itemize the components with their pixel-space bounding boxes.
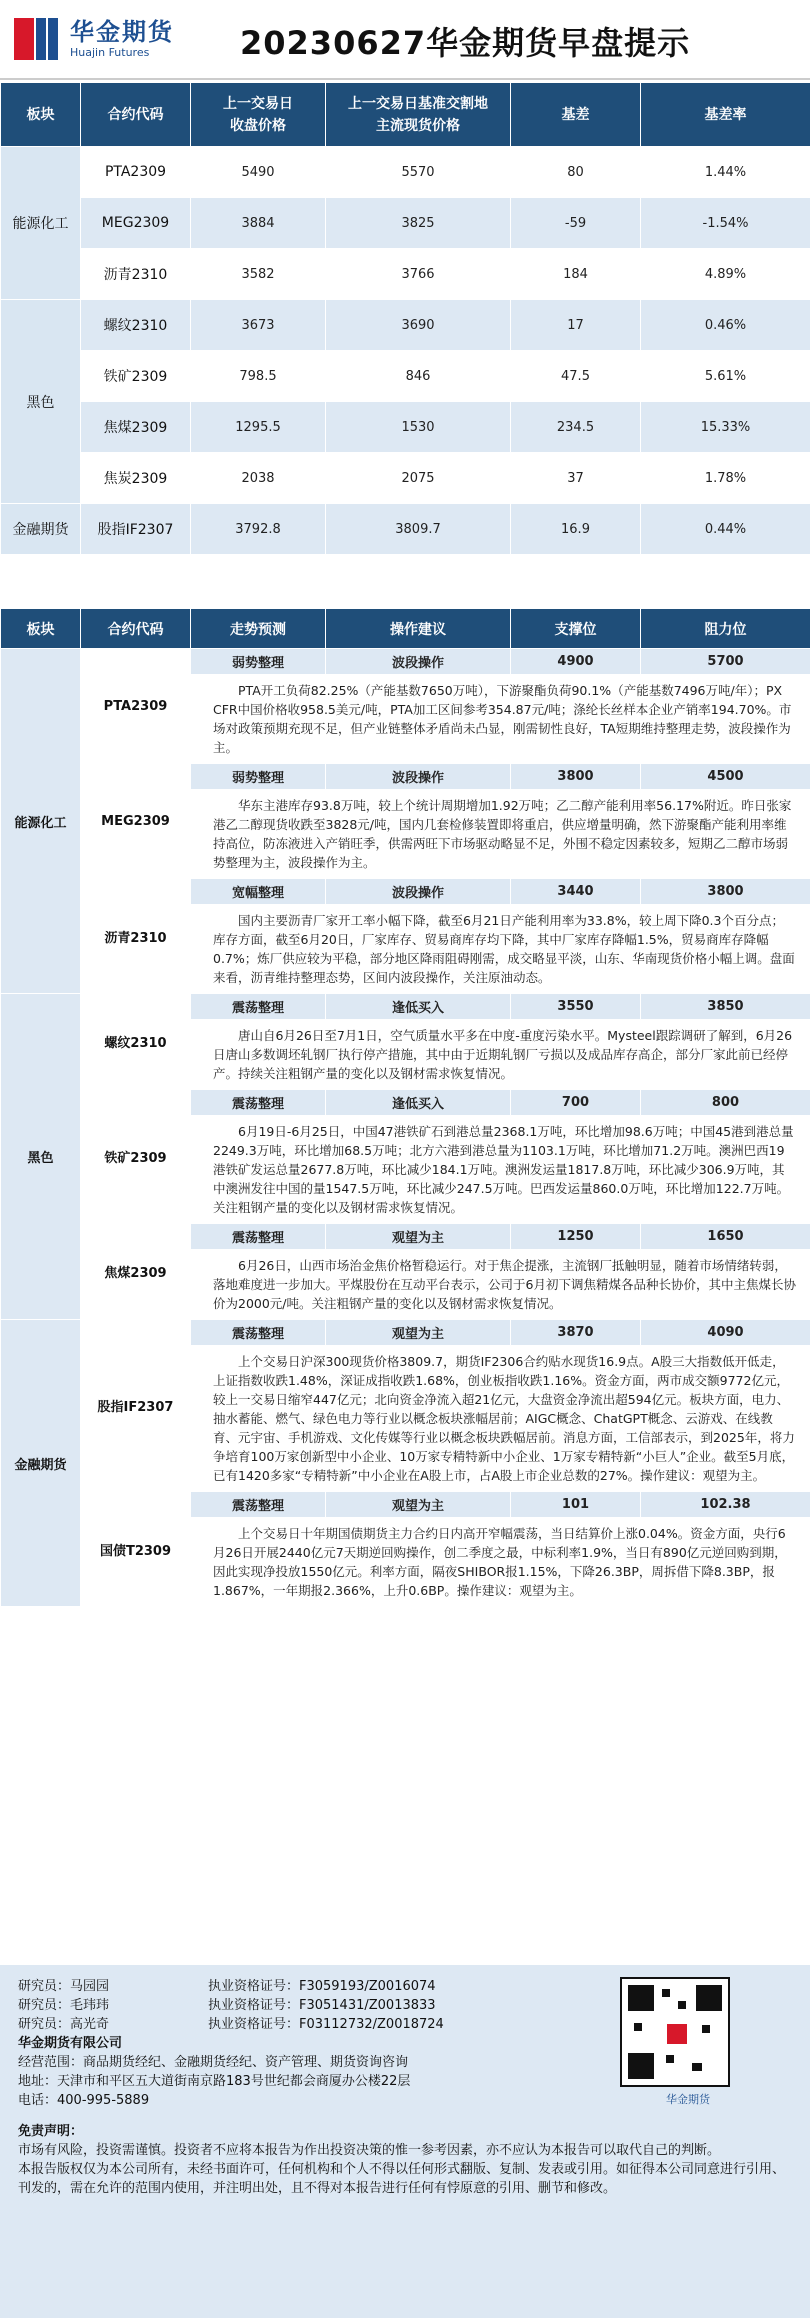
contract-code: 沥青2310 <box>81 249 191 300</box>
logo-name-cn: 华金期货 <box>70 18 174 46</box>
contract-code: 国债T2309 <box>81 1492 191 1607</box>
basis-cell: 2075 <box>326 453 511 504</box>
logo-name-en: Huajin Futures <box>70 46 150 59</box>
strategy-advice: 观望为主 <box>326 1224 511 1250</box>
basis-row <box>1 249 810 300</box>
analysis-text: 6月19日-6月25日，中国47港铁矿石到港总量2368.1万吨，环比增加98.6万吨；中国45港到港总量2249.3万吨，环比增加68.5万吨；北方六港到港总量为1103.1万吨，环比增加71.2万吨。澳洲巴西19港铁矿发运总量2677.8万吨，环比减少184.1万吨。澳洲发运量1817.8万吨，环比减少306.9万吨，其中澳洲发往中国的量1547.5万吨，环比减少247.5万吨。巴西发运量860.0万吨，环比增加122.7万吨。关注粗钢产量的变化以及钢材需求恢复情况。 <box>191 1116 810 1224</box>
strategy-support: 3870 <box>511 1320 641 1346</box>
basis-cell: 3673 <box>191 300 326 351</box>
basis-header-2: 上一交易日 收盘价格 <box>191 83 326 147</box>
basis-header-5: 基差率 <box>641 83 810 147</box>
strategy-resist: 5700 <box>641 649 810 675</box>
contract-code: 股指IF2307 <box>81 1320 191 1492</box>
strategy-header-1: 合约代码 <box>81 609 191 649</box>
basis-cell: 0.46% <box>641 300 810 351</box>
sector-label: 金融期货 <box>1 1320 81 1607</box>
strategy-row <box>1 1090 810 1116</box>
basis-cell: 5.61% <box>641 351 810 402</box>
page-title: 20230627华金期货早盘提示 <box>240 24 691 62</box>
contract-code: 焦煤2309 <box>81 1224 191 1320</box>
strategy-resist: 800 <box>641 1090 810 1116</box>
logo-icon <box>14 14 64 64</box>
contract-code: 螺纹2310 <box>81 300 191 351</box>
strategy-resist: 3850 <box>641 994 810 1020</box>
strategy-resist: 3800 <box>641 879 810 905</box>
basis-cell: 4.89% <box>641 249 810 300</box>
contract-code: 铁矿2309 <box>81 1090 191 1224</box>
contract-code: MEG2309 <box>81 198 191 249</box>
strategy-trend: 震荡整理 <box>191 994 326 1020</box>
contract-code: 焦煤2309 <box>81 402 191 453</box>
strategy-trend: 震荡整理 <box>191 1224 326 1250</box>
strategy-resist: 1650 <box>641 1224 810 1250</box>
basis-row <box>1 504 810 555</box>
basis-cell: 0.44% <box>641 504 810 555</box>
basis-cell: 3690 <box>326 300 511 351</box>
researcher-cert: 执业资格证号：F03112732/Z0018724 <box>208 2017 444 2032</box>
strategy-resist: 102.38 <box>641 1492 810 1518</box>
strategy-header-5: 阻力位 <box>641 609 810 649</box>
qr-code-icon <box>620 1977 730 2087</box>
sector-label: 金融期货 <box>1 504 81 555</box>
contract-code: 螺纹2310 <box>81 994 191 1090</box>
basis-row <box>1 402 810 453</box>
researcher-cert: 执业资格证号：F3051431/Z0013833 <box>208 1998 436 2013</box>
sector-label: 黑色 <box>1 994 81 1320</box>
qr-label: 华金期货 <box>666 2093 710 2106</box>
analysis-text: PTA开工负荷82.25%（产能基数7650万吨），下游聚酯负荷90.1%（产能基数7496万吨/年）；PX CFR中国价格收958.5美元/吨，PTA加工区间参考354.87元/吨；涤纶长丝样本企业产销率194.70%。市场对政策预期充现不足，但产业链整体矛盾尚未凸显，刚需韧性良好，TA短期维持整理走势，波段操作为主。 <box>191 675 810 764</box>
basis-header-4: 基差 <box>511 83 641 147</box>
basis-cell: 3825 <box>326 198 511 249</box>
basis-header-1: 合约代码 <box>81 83 191 147</box>
strategy-trend: 震荡整理 <box>191 1320 326 1346</box>
basis-cell: 3582 <box>191 249 326 300</box>
strategy-trend: 震荡整理 <box>191 1090 326 1116</box>
strategy-row <box>1 649 810 675</box>
contract-code: MEG2309 <box>81 764 191 879</box>
strategy-header-2: 走势预测 <box>191 609 326 649</box>
strategy-support: 3440 <box>511 879 641 905</box>
strategy-advice: 逢低买入 <box>326 994 511 1020</box>
strategy-advice: 观望为主 <box>326 1320 511 1346</box>
analysis-text: 6月26日，山西市场治金焦价格暂稳运行。对于焦企提涨，主流钢厂抵触明显，随着市场情绪转弱，落地难度进一步加大。平煤股份在互动平台表示，公司于6月初下调焦精煤各品种长协价，其中主焦煤长协价为2000元/吨。关注粗钢产量的变化以及钢材需求恢复情况。 <box>191 1250 810 1320</box>
basis-cell: 184 <box>511 249 641 300</box>
basis-row <box>1 147 810 198</box>
basis-cell: 2038 <box>191 453 326 504</box>
business-scope: 经营范围：商品期货经纪、金融期货经纪、资产管理、期货资询咨询 <box>18 2055 409 2070</box>
basis-row <box>1 453 810 504</box>
basis-table <box>0 82 810 555</box>
sector-label: 能源化工 <box>1 649 81 994</box>
company-phone: 电话：400-995-5889 <box>18 2093 150 2108</box>
disclaimer-copyright: 本报告版权仅为本公司所有，未经书面许可，任何机构和个人不得以任何形式翻版、复制、发表或引用。如征得本公司同意进行引用、刊发的，需在允许的范围内使用，并注明出处，且不得对本报告进行任何有悖原意的引用、删节和修改。 <box>18 2162 786 2196</box>
analysis-text: 上个交易日十年期国债期货主力合约日内高开窄幅震荡，当日结算价上涨0.04%。资金方面，央行6月26日开展2440亿元7天期逆回购操作，创二季度之最，中标利率1.9%，当日有890亿元逆回购到期，因此实现净投放1550亿元。利率方面，隔夜SHIBOR报1.15%，下降26.3BP，周拆借下降8.3BP，报1.867%，一年期报2.366%，上升0.6BP。操作建议：观望为主。 <box>191 1518 810 1607</box>
analysis-text: 上个交易日沪深300现货价格3809.7，期货IF2306合约贴水现货16.9点。A股三大指数低开低走，上证指数收跌1.48%，深证成指收跌1.68%，创业板指收跌1.16%。资金方面，两市成交额9772亿元，较上一交易日缩窄447亿元；北向资金净流入超21亿元，大盘资金净流出超594亿元。板块方面，电力、抽水蓄能、燃气、绿色电力等行业以概念板块涨幅居前；AIGC概念、ChatGPT概念、云游戏、在线教育、元宇宙、手机游戏、文化传媒等行业以概念板块跌幅居前。消息方面，工信部表示，到2025年，将力争培育100万家创新型中小企业、10万家专精特新中小企业、1万家专精特新“小巨人”企业。截至5月底，已有1420多家“专精特新”中小企业在A股上市，占A股上市企业总数的27%。操作建议：观望为主。 <box>191 1346 810 1492</box>
basis-row <box>1 351 810 402</box>
basis-cell: 3884 <box>191 198 326 249</box>
basis-cell: 47.5 <box>511 351 641 402</box>
sector-label: 黑色 <box>1 300 81 504</box>
basis-cell: 5490 <box>191 147 326 198</box>
basis-row <box>1 300 810 351</box>
contract-code: 焦炭2309 <box>81 453 191 504</box>
strategy-support: 3800 <box>511 764 641 790</box>
strategy-trend: 震荡整理 <box>191 1492 326 1518</box>
basis-cell: 37 <box>511 453 641 504</box>
analysis-text: 国内主要沥青厂家开工率小幅下降，截至6月21日产能利用率为33.8%，较上周下降0.3个百分点；库存方面，截至6月20日，厂家库存、贸易商库存均下降，其中厂家库存降幅1.5%，贸易商库存降幅0.7%；炼厂供应较为平稳，部分地区降雨阻碍刚需，成交略显平淡，山东、华南现货价格小幅上调。盘面来看，沥青维持整理态势，区间内波段操作，关注原油动态。 <box>191 905 810 994</box>
analysis-text: 华东主港库存93.8万吨，较上个统计周期增加1.92万吨；乙二醇产能利用率56.17%附近。昨日张家港乙二醇现货收跌至3828元/吨，国内几套检修装置即将重启，供应增量明确，然下游聚酯产能利用率维持高位，防冻液进入产销旺季，供需两旺下市场驱动略显不足，外围不稳定因素较多，短期乙二醇市场弱势整理为主，波段操作为主。 <box>191 790 810 879</box>
company-logo <box>14 14 174 64</box>
contract-code: PTA2309 <box>81 147 191 198</box>
strategy-row <box>1 1320 810 1346</box>
strategy-advice: 波段操作 <box>326 879 511 905</box>
contract-code: 铁矿2309 <box>81 351 191 402</box>
basis-cell: 1.78% <box>641 453 810 504</box>
company-name: 华金期货有限公司 <box>18 2036 123 2051</box>
company-address: 地址：天津市和平区五大道街南京路183号世纪都会商厦办公楼22层 <box>18 2074 411 2089</box>
strategy-resist: 4090 <box>641 1320 810 1346</box>
basis-header-3: 上一交易日基准交割地 主流现货价格 <box>326 83 511 147</box>
basis-cell: 5570 <box>326 147 511 198</box>
basis-cell: 1530 <box>326 402 511 453</box>
strategy-advice: 波段操作 <box>326 649 511 675</box>
basis-cell: 798.5 <box>191 351 326 402</box>
strategy-row <box>1 764 810 790</box>
basis-cell: 234.5 <box>511 402 641 453</box>
strategy-trend: 弱势整理 <box>191 764 326 790</box>
researcher-name: 研究员：高光奇 <box>18 2017 110 2032</box>
disclaimer-title: 免责声明： <box>18 2124 84 2139</box>
disclaimer <box>18 2122 792 2198</box>
footer <box>0 1965 810 2318</box>
analysis-text: 唐山自6月26日至7月1日，空气质量水平多在中度-重度污染水平。Mysteel跟踪调研了解到，6月26日唐山多数调坯轧钢厂执行停产措施，其中由于近期轧钢厂亏损以及成品库存高企，部分厂家此前已经停产。持续关注粗钢产量的变化以及钢材需求恢复情况。 <box>191 1020 810 1090</box>
strategy-row <box>1 1492 810 1518</box>
strategy-advice: 波段操作 <box>326 764 511 790</box>
strategy-support: 4900 <box>511 649 641 675</box>
basis-cell: 1.44% <box>641 147 810 198</box>
basis-cell: 80 <box>511 147 641 198</box>
sector-label: 能源化工 <box>1 147 81 300</box>
strategy-support: 3550 <box>511 994 641 1020</box>
header <box>0 0 810 80</box>
strategy-row <box>1 1224 810 1250</box>
basis-header-0: 板块 <box>1 83 81 147</box>
researcher-name: 研究员：马园园 <box>18 1979 110 1994</box>
basis-cell: 15.33% <box>641 402 810 453</box>
basis-cell: 3809.7 <box>326 504 511 555</box>
strategy-support: 101 <box>511 1492 641 1518</box>
strategy-header-0: 板块 <box>1 609 81 649</box>
strategy-advice: 逢低买入 <box>326 1090 511 1116</box>
basis-cell: 17 <box>511 300 641 351</box>
qr-center-logo <box>667 2024 687 2044</box>
basis-cell: 16.9 <box>511 504 641 555</box>
basis-row <box>1 198 810 249</box>
strategy-advice: 观望为主 <box>326 1492 511 1518</box>
basis-cell: 846 <box>326 351 511 402</box>
strategy-trend: 弱势整理 <box>191 649 326 675</box>
contract-code: 股指IF2307 <box>81 504 191 555</box>
strategy-resist: 4500 <box>641 764 810 790</box>
contract-code: PTA2309 <box>81 649 191 764</box>
strategy-trend: 宽幅整理 <box>191 879 326 905</box>
basis-cell: -59 <box>511 198 641 249</box>
strategy-table <box>0 608 810 1607</box>
strategy-header-3: 操作建议 <box>326 609 511 649</box>
strategy-header-4: 支撑位 <box>511 609 641 649</box>
strategy-row <box>1 994 810 1020</box>
basis-cell: 3766 <box>326 249 511 300</box>
contract-code: 沥青2310 <box>81 879 191 994</box>
basis-cell: 3792.8 <box>191 504 326 555</box>
basis-cell: 1295.5 <box>191 402 326 453</box>
researcher-cert: 执业资格证号：F3059193/Z0016074 <box>208 1979 436 1994</box>
strategy-support: 1250 <box>511 1224 641 1250</box>
strategy-support: 700 <box>511 1090 641 1116</box>
basis-cell: -1.54% <box>641 198 810 249</box>
researcher-name: 研究员：毛玮玮 <box>18 1998 110 2013</box>
disclaimer-risk: 市场有风险，投资需谨慎。投资者不应将本报告为作出投资决策的惟一参考因素，亦不应认为本报告可以取代自己的判断。 <box>18 2143 721 2158</box>
strategy-row <box>1 879 810 905</box>
